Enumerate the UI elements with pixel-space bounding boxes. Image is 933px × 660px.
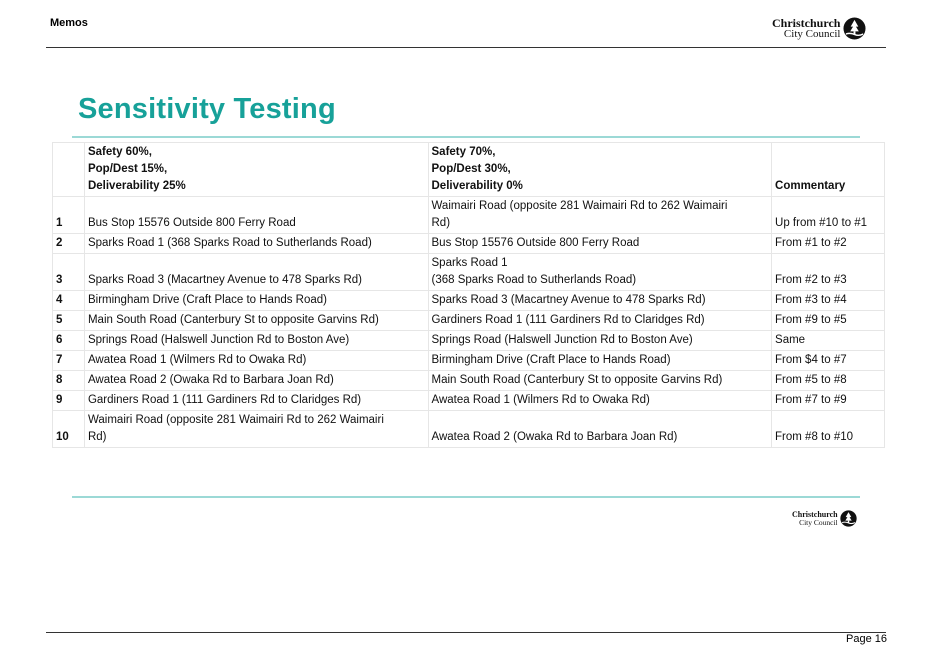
scenario-a-cell bbox=[84, 391, 428, 411]
header-rank-cell bbox=[53, 143, 85, 197]
cell-text-line: Waimairi Road (opposite 281 Waimairi Rd to 262 Waimairi bbox=[431, 200, 728, 212]
rank-cell: 4 bbox=[53, 291, 85, 311]
cell-text-line: Rd) bbox=[87, 431, 107, 443]
cell-text-line: Sparks Road 3 (Macartney Avenue to 478 Sparks Rd) bbox=[87, 274, 362, 286]
cell-text-line: Rd) bbox=[431, 217, 451, 229]
title-underline bbox=[72, 136, 860, 138]
scenario-a-cell bbox=[84, 311, 428, 331]
header-divider bbox=[46, 47, 886, 48]
cell-text-line: Birmingham Drive (Craft Place to Hands Road) bbox=[87, 294, 327, 306]
commentary-cell: From $4 to #7 bbox=[772, 351, 885, 371]
table-row bbox=[53, 391, 885, 411]
rank-cell: 5 bbox=[53, 311, 85, 331]
scenario-a-cell bbox=[84, 291, 428, 311]
scenario-a-line-2: Pop/Dest 15%, bbox=[87, 163, 168, 175]
table-row bbox=[53, 351, 885, 371]
scenario-b-cell bbox=[428, 254, 772, 291]
page-number: Page 16 bbox=[846, 633, 887, 645]
rank-cell: 2 bbox=[53, 234, 85, 254]
scenario-a-cell bbox=[84, 197, 428, 234]
cell-text-line: Bus Stop 15576 Outside 800 Ferry Road bbox=[87, 217, 296, 229]
cell-text-line: Sparks Road 3 (Macartney Avenue to 478 Sparks Rd) bbox=[431, 294, 706, 306]
scenario-a-cell bbox=[84, 411, 428, 448]
cell-text-line: Awatea Road 1 (Wilmers Rd to Owaka Rd) bbox=[431, 394, 650, 406]
commentary-cell: Same bbox=[772, 331, 885, 351]
commentary-cell: Up from #10 to #1 bbox=[772, 197, 885, 234]
scenario-b-cell bbox=[428, 331, 772, 351]
cell-text-line: Waimairi Road (opposite 281 Waimairi Rd to 262 Waimairi bbox=[87, 414, 384, 426]
scenario-a-cell bbox=[84, 371, 428, 391]
table-row bbox=[53, 234, 885, 254]
rank-cell: 9 bbox=[53, 391, 85, 411]
cell-text-line: Awatea Road 2 (Owaka Rd to Barbara Joan Rd) bbox=[87, 374, 334, 386]
header-commentary bbox=[772, 143, 885, 197]
scenario-a-line-3: Deliverability 25% bbox=[87, 180, 186, 192]
logo-line-1: Christchurch bbox=[772, 16, 841, 30]
commentary-heading: Commentary bbox=[775, 180, 846, 192]
content-bottom-rule bbox=[72, 496, 860, 498]
council-logo-small bbox=[792, 510, 857, 527]
cell-text-line: Sparks Road 1 bbox=[431, 257, 508, 269]
header-scenario-a bbox=[84, 143, 428, 197]
cell-text-line: Springs Road (Halswell Junction Rd to Boston Ave) bbox=[431, 334, 693, 346]
cell-text-line: Gardiners Road 1 (111 Gardiners Rd to Claridges Rd) bbox=[431, 314, 705, 326]
cell-text-line: (368 Sparks Road to Sutherlands Road) bbox=[431, 274, 637, 286]
table-row bbox=[53, 331, 885, 351]
footer-divider bbox=[46, 632, 886, 633]
cell-text-line: Birmingham Drive (Craft Place to Hands Road) bbox=[431, 354, 671, 366]
cell-text-line: Awatea Road 1 (Wilmers Rd to Owaka Rd) bbox=[87, 354, 307, 366]
rank-cell: 6 bbox=[53, 331, 85, 351]
scenario-b-cell bbox=[428, 391, 772, 411]
commentary-cell: From #1 to #2 bbox=[772, 234, 885, 254]
scenario-a-line-1: Safety 60%, bbox=[87, 146, 152, 158]
table-header-row bbox=[53, 143, 885, 197]
sensitivity-table bbox=[52, 142, 885, 448]
rank-cell: 10 bbox=[53, 411, 85, 448]
header-scenario-b bbox=[428, 143, 772, 197]
commentary-cell: From #7 to #9 bbox=[772, 391, 885, 411]
logo-small-line-2: City Council bbox=[799, 517, 838, 527]
commentary-cell: From #3 to #4 bbox=[772, 291, 885, 311]
scenario-b-cell bbox=[428, 351, 772, 371]
slide-title: Sensitivity Testing bbox=[78, 93, 336, 125]
cell-text-line: Bus Stop 15576 Outside 800 Ferry Road bbox=[431, 237, 640, 249]
header-section-label: Memos bbox=[50, 17, 88, 29]
cell-text-line: Springs Road (Halswell Junction Rd to Boston Ave) bbox=[87, 334, 350, 346]
commentary-cell: From #8 to #10 bbox=[772, 411, 885, 448]
scenario-b-cell bbox=[428, 234, 772, 254]
scenario-b-cell bbox=[428, 371, 772, 391]
scenario-a-cell bbox=[84, 254, 428, 291]
table-row bbox=[53, 311, 885, 331]
table-row bbox=[53, 197, 885, 234]
table-row bbox=[53, 371, 885, 391]
scenario-b-cell bbox=[428, 291, 772, 311]
scenario-b-cell bbox=[428, 411, 772, 448]
scenario-b-cell bbox=[428, 311, 772, 331]
table-row bbox=[53, 291, 885, 311]
cell-text-line: Sparks Road 1 (368 Sparks Road to Sutherlands Road) bbox=[87, 237, 372, 249]
cell-text-line: Gardiners Road 1 (111 Gardiners Rd to Claridges Rd) bbox=[87, 394, 362, 406]
rank-cell: 1 bbox=[53, 197, 85, 234]
logo-small-line-1: Christchurch bbox=[792, 509, 838, 519]
commentary-cell: From #2 to #3 bbox=[772, 254, 885, 291]
commentary-cell: From #9 to #5 bbox=[772, 311, 885, 331]
rank-cell: 7 bbox=[53, 351, 85, 371]
council-emblem-small-icon bbox=[840, 510, 857, 527]
scenario-b-cell bbox=[428, 197, 772, 234]
council-logo bbox=[772, 17, 866, 40]
cell-text-line: Main South Road (Canterbury St to opposite Garvins Rd) bbox=[431, 374, 723, 386]
scenario-a-cell bbox=[84, 331, 428, 351]
rank-cell: 3 bbox=[53, 254, 85, 291]
scenario-a-cell bbox=[84, 234, 428, 254]
cell-text-line: Awatea Road 2 (Owaka Rd to Barbara Joan Rd) bbox=[431, 431, 678, 443]
table-row bbox=[53, 254, 885, 291]
table-row bbox=[53, 411, 885, 448]
council-emblem-icon bbox=[843, 17, 866, 40]
scenario-b-line-2: Pop/Dest 30%, bbox=[431, 163, 511, 175]
cell-text-line: Main South Road (Canterbury St to opposite Garvins Rd) bbox=[87, 314, 379, 326]
scenario-b-line-3: Deliverability 0% bbox=[431, 180, 523, 192]
rank-cell: 8 bbox=[53, 371, 85, 391]
scenario-b-line-1: Safety 70%, bbox=[431, 146, 496, 158]
scenario-a-cell bbox=[84, 351, 428, 371]
logo-line-2: City Council bbox=[783, 28, 841, 40]
commentary-cell: From #5 to #8 bbox=[772, 371, 885, 391]
